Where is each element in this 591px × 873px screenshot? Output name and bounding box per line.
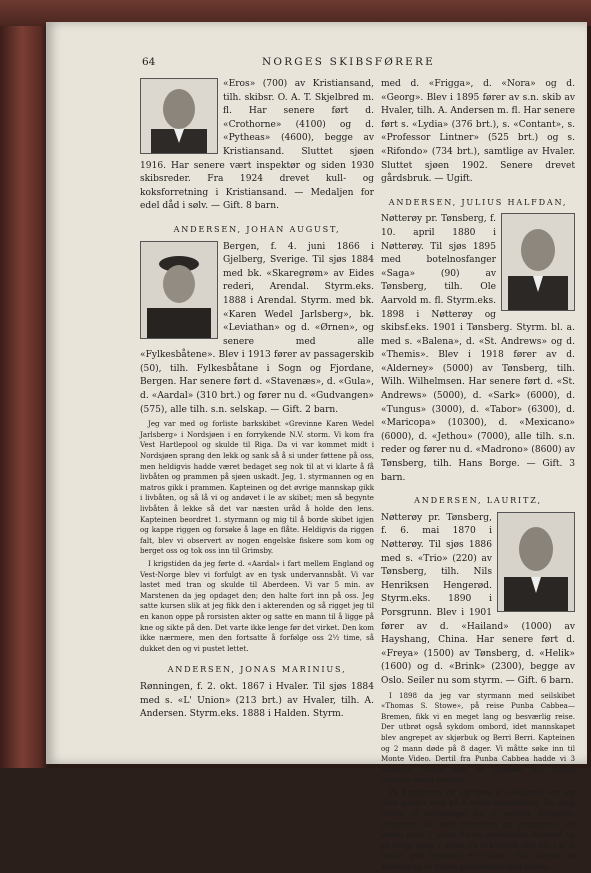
entry-heading: ANDERSEN, JOHAN AUGUST,	[173, 223, 341, 234]
portrait-photo-2	[140, 241, 218, 339]
anecdote-text: I krigstiden da jeg førte d. «Aardal» i fart mellem England og Vest-Norge blev vi forfulgt av en tysk undervannsbåt. Vi var lastet med tran og skulde til Aberdeen. Vi var 5 min. av Marstenen da jeg opdaget den; den halte fort inn på oss. Jeg satte kursen slik at jeg fikk den i akterenden og så rigget jeg til en kanon oppe på rorsisten akter og satte en mann til å ligge på kne og sikte på den. Det varte ikke lenge før det virket. Den kom ikke nærmere, men den fortsatte å forfølge oss 2½ time, så dukket den og vi pustet lettet.	[140, 558, 374, 653]
entry-text: Bergen, f. 4. juni 1866 i Gjelberg, Sverige. Til sjøs 1884 med bk. «Skaregrøm» av Eides rederi, Arendal. Styrm.eks. 1888 i Arendal. Styrm. med bk. «Karen Wedel Jarlsberg», bk. «Leviathan» og d. «Ørnen», og senere med alle «Fylkesbåtene». Blev i 1913 fører av passagerskib (50), tilh. Fylkesbåtane i Sogn og Fjordane, Bergen. Har senere ført d. «Stavenæs», d. «Gula», d. «Aardal» (310 brt.) og fører nu d. «Gudvangen» (575), alle tilh. s.n. selskap. — Gift. 2 barn.	[140, 241, 374, 415]
portrait-photo-1	[140, 78, 218, 154]
entry-text: Rønningen, f. 2. okt. 1867 i Hvaler. Til sjøs 1884 med s. «L' Union» (213 brt.) av Hvaler, tilh. A. Andersen. Styrm.eks. 1888 i Halden. Styrm.	[140, 681, 374, 720]
anecdote-text: Jeg var med og forliste barkskibet «Grevinne Karen Wedel Jarlsberg» i Nordsjøen i en forrykende N.V. storm. Vi kom fra Vest Hartlepool og skulde til Riga. Da vi var kommet midt i Nordsjøen sprang den lekk og sank så å si under føttene på oss, men heldigvis hadde været bedaget seg nok til at vi klarte å få livbåten og prammen på sjøen uskadt. Jeg, 1. styrmannen og en matros gikk i prammen. Kapteinen og det øvrige mannskap gikk i livbåten, og så lå vi og andøvet i le av skibet; men så begynte livbåten å lekke så det var næsten uråd å holde den lens. Kapteinen beordret 1. styrmann og mig til å borde skibet igjen og kappe riggen og forsøke å lage en flåte. Heldigvis da riggen falt, blev vi observert av nogen engelske fiskere som kom og berget oss og tok oss inn til Grimsby.	[140, 419, 374, 556]
anecdote-text: På Kinakysten da jeg førte d. «Hailand» var jeg flere ganger med på å redde mannskaper. En gang reddet vi mannskapet fra et engelsk dampskib, tilsammen 45 med mannskap og passagerer. En annen gang 7 mann fra en amerikansk skonnert og en tredje gang 7 mann fra et kinesisk skib efter at vi hadde gått gjennem en cyklon. Fikk herfor en kinesisk og en fransk guldmedalje med diplom.	[381, 787, 575, 872]
page-title: NORGES SKIBSFØRERE	[262, 56, 436, 68]
right-column	[381, 78, 575, 873]
entry-heading: ANDERSEN, LAURITZ,	[414, 495, 542, 506]
left-column	[140, 78, 374, 722]
portrait-photo-3	[501, 213, 575, 311]
entry-text: «Eros» (700) av Kristiansand, tilh. skibsr. O. A. T. Skjelbred m. fl. Har senere ført d. «Crothorne» (4100) og d. «Pytheas» (4600), begge av Kristiansand. Sluttet sjøen 1916. Har senere vært inspektør og siden 1930 skibsreder. Fra 1924 drevet kull- og koksforretning i Kristiansand. — Medaljen for edel dåd i sølv. — Gift. 8 barn.	[140, 79, 374, 212]
page-header	[142, 56, 582, 70]
page-number: 64	[142, 56, 156, 68]
entry-text: Nøtterøy pr. Tønsberg, f. 10. april 1880 i Nøtterøy. Til sjøs 1895 med botelnosfanger «Saga» (90) av Tønsberg, tilh. Ole Aarvold m. fl. Styrm.eks. 1898 i Nøtterøy og skibsf.eks. 1901 i Tønsberg. Styrm. bl. a. med s. «Balena», d. «St. Andrews» og d. «Themis». Blev i 1918 fører av d. «Alderney» (5000) av Tønsberg, tilh. Wilh. Wilhelmsen. Har senere ført d. «St. Andrews» (5000), d. «Sark» (6000), d. «Tungus» (3000), d. «Tabor» (6300), d. «Maricopa» (10300), d. «Mexicano» (6000), d. «Jethou» (7000), alle tilh. s.n. reder og fører nu d. «Madrono» (8600) av Tønsberg, tilh. Hans Borge. — Gift. 3 barn.	[381, 214, 575, 483]
anecdote-text: I 1898 da jeg var styrmann med seilskibet «Thomas S. Stowe», på reise Punba Cabbea—Bremen, fikk vi en meget lang og besværlig reise. Der utbrøt også sykdom ombord, idet mannskapet blev angrepet av skjørbuk og Berri Berri. Kapteinen og 2 mann døde på 8 dager. Vi måtte søke inn til Monte Video. Dertil fra Punba Cabbea hadde vi 3 måneder. Skibet som var jernskib blev meget begrodd under bunnen.	[381, 690, 575, 785]
entry-text: Nøtterøy pr. Tønsberg, f. 6. mai 1870 i Nøtterøy. Til sjøs 1886 med s. «Trio» (220) av Tønsberg, tilh. Nils Henriksen Hengerød. Styrm.eks. 1890 i Porsgrunn. Blev i 1901 fører av d. «Hailand» (1000) av Hayshang, China. Har senere ført d. «Freya» (1500) av Tønsberg, d. «Helik» (1600) og d. «Brink» (2300), begge av Oslo. Seiler nu som styrm. — Gift. 6 barn.	[381, 512, 575, 686]
entry-heading: ANDERSEN, JONAS MARINIUS,	[167, 664, 347, 675]
portrait-photo-4	[497, 512, 575, 612]
entry-heading: ANDERSEN, JULIUS HALFDAN,	[388, 196, 568, 207]
entry-text: med d. «Frigga», d. «Nora» og d. «Georg». Blev i 1895 fører av s.n. skib av Hvaler, tilh. A. Andersen m. fl. Har senere ført s. «Lydia» (376 brt.), s. «Contant», s. «Professor Lintner» (525 brt.) og s. «Rifondo» (734 brt.), samtlige av Hvaler. Sluttet sjøen 1902. Senere drevet gårdsbruk. — Ugift.	[381, 79, 575, 185]
book-page	[46, 22, 587, 872]
